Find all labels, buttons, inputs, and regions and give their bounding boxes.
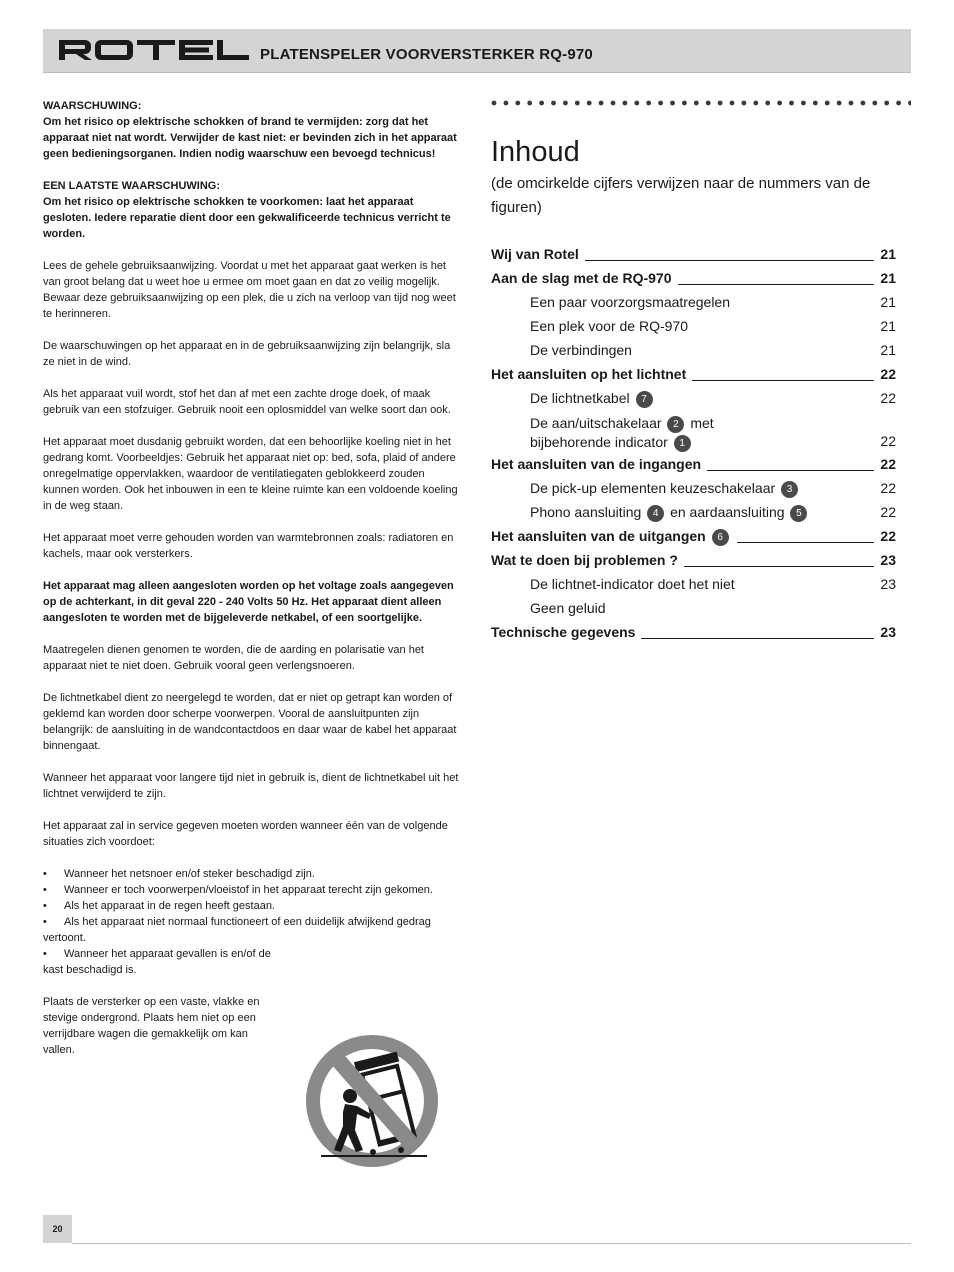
toc-entry-technische-gegevens[interactable]: Technische gegevens 23 xyxy=(491,624,896,640)
divider-dot xyxy=(551,101,556,106)
divider-dot xyxy=(599,101,604,106)
paragraph-7: Maatregelen dienen genomen te worden, die de aarding en polarisatie van het apparaat niet te niet doen. Gebruik vooral geen verlengsnoeren. xyxy=(43,644,424,672)
paragraph-2: De waarschuwingen op het apparaat en in de gebruiksaanwijzing zijn belangrijk, sla ze niet in de wind. xyxy=(43,340,451,368)
divider-dot xyxy=(872,101,877,106)
divider-dot xyxy=(658,101,663,106)
list-item: • Als het apparaat niet normaal functioneert of een duidelijk afwijkend gedrag vertoont. xyxy=(43,916,431,944)
toc-entry-voorzorgsmaatregelen[interactable]: Een paar voorzorgsmaatregelen 21 xyxy=(530,294,896,310)
toc-page: 22 xyxy=(880,480,896,496)
toc-page: 21 xyxy=(880,270,896,286)
toc-page: 22 xyxy=(880,528,896,544)
divider-dot xyxy=(563,101,568,106)
toc-page: 22 xyxy=(880,504,896,520)
paragraph-8: De lichtnetkabel dient zo neergelegd te worden, dat er niet op getrapt kan worden of geklemd kan worden door scherpe voorwerpen. Vooral de aansluitpunten zijn belangrijk: de aansluiting in de wandcontactdoos en daar waar de kabel het apparaat binnengaat. xyxy=(43,692,457,752)
list-item: • Als het apparaat in de regen heeft gestaan. xyxy=(43,900,275,912)
figure-number-badge: 5 xyxy=(790,505,807,522)
bullet-icon: • xyxy=(43,900,47,912)
warning-2 xyxy=(43,178,463,242)
toc-entry-lichtnet[interactable]: Het aansluiten op het lichtnet 22 xyxy=(491,366,896,382)
toc-entry-keuzeschakelaar[interactable]: De pick-up elementen keuzeschakelaar 3 22 xyxy=(530,480,896,496)
figure-number-badge: 4 xyxy=(647,505,664,522)
paragraph-4: Het apparaat moet dusdanig gebruikt worden, dat een behoorlijke koeling niet in het gedrang komt. Voorbeeldjes: Gebruik het apparaat niet op: bed, sofa, plaid of andere onregelmatige oppervlakken, waardoor de ventilatiegaten geblokkeerd zouden kunnen worden. Ook het inbouwen in een te kleine ruimte kan een voldoende koeling in de weg staan. xyxy=(43,436,458,512)
toc-entry-problemen[interactable]: Wat te doen bij problemen ? 23 xyxy=(491,552,896,568)
toc-page: 22 xyxy=(880,366,896,382)
paragraph-11: Plaats de versterker op een vaste, vlakke en stevige ondergrond. Plaats hem niet op een verrijdbare wagen die gemakkelijk om kan vallen. xyxy=(43,996,260,1056)
divider-dot xyxy=(813,101,818,106)
divider-dot xyxy=(575,101,580,106)
paragraph-1: Lees de gehele gebruiksaanwijzing. Voordat u met het apparaat gaat werken is het van groot belang dat u weet hoe u ermee om moet gaan en dat zo veilig mogelijk. Bewaar deze gebruiksaanwijzing op een plek, die u zich na verloop van tijd nog weet te herinneren. xyxy=(43,260,456,320)
page-number: 20 xyxy=(43,1215,72,1243)
divider-dot xyxy=(587,101,592,106)
toc-page: 22 xyxy=(880,433,896,449)
list-item: • Wanneer het apparaat gevallen is en/of de kast beschadigd is. xyxy=(43,948,271,976)
toc-page: 21 xyxy=(880,246,896,262)
cart-tip-over-warning-icon xyxy=(305,1034,439,1168)
divider-dot xyxy=(742,101,747,106)
divider-dot xyxy=(777,101,782,106)
bullet-icon: • xyxy=(43,916,47,928)
header-bar xyxy=(43,29,911,73)
warning-2-title: EEN LAATSTE WAARSCHUWING: xyxy=(43,180,221,192)
toc-page: 22 xyxy=(880,456,896,472)
toc-entry-aan-de-slag[interactable]: Aan de slag met de RQ-970 21 xyxy=(491,270,896,286)
divider-dot xyxy=(694,101,699,106)
toc-entry-plek[interactable]: Een plek voor de RQ-970 21 xyxy=(530,318,896,334)
divider-dot xyxy=(539,101,544,106)
divider-dot xyxy=(789,101,794,106)
divider-dot xyxy=(896,101,901,106)
paragraph-10: Het apparaat zal in service gegeven moeten worden wanneer één van de volgende situaties zich voordoet: xyxy=(43,820,448,848)
header-title: PLATENSPELER VOORVERSTERKER RQ-970 xyxy=(260,46,593,63)
divider-dot xyxy=(908,101,911,106)
toc-entry-phono-aansluiting[interactable]: Phono aansluiting 4 en aardaansluiting 5 22 xyxy=(530,504,896,520)
service-conditions-list xyxy=(43,866,463,978)
table-of-contents xyxy=(491,96,896,648)
bullet-icon: • xyxy=(43,868,47,880)
divider-dot xyxy=(504,101,509,106)
figure-number-badge: 6 xyxy=(712,529,729,546)
footer-rule xyxy=(72,1243,911,1244)
divider-dot xyxy=(718,101,723,106)
toc-entry-lichtnet-indicator[interactable]: De lichtnet-indicator doet het niet 23 xyxy=(530,576,896,592)
divider-dot xyxy=(765,101,770,106)
toc-entry-aan-uitschakelaar[interactable]: De aan/uitschakelaar 2 met bijbehorende indicator 1 22 xyxy=(530,415,896,450)
divider-dot xyxy=(730,101,735,106)
warning-1-text: Om het risico op elektrische schokken of brand te vermijden: zorg dat het apparaat niet nat wordt. Verwijder de kast niet: er bevinden zich in het apparaat geen bedieningsorganen. Indien nodig waarschuw een bevoegd technicus! xyxy=(43,116,457,160)
figure-number-badge: 7 xyxy=(636,391,653,408)
toc-page: 23 xyxy=(880,552,896,568)
toc-list xyxy=(491,246,896,648)
toc-entry-lichtnetkabel[interactable]: De lichtnetkabel 7 22 xyxy=(530,390,896,406)
toc-entry-verbindingen[interactable]: De verbindingen 21 xyxy=(530,342,896,358)
toc-page: 21 xyxy=(880,294,896,310)
divider-dot xyxy=(527,101,532,106)
toc-entry-ingangen[interactable]: Het aansluiten van de ingangen 22 xyxy=(491,456,896,472)
toc-subtitle: (de omcirkelde cijfers verwijzen naar de nummers van de figuren) xyxy=(491,175,871,216)
bullet-icon: • xyxy=(43,884,47,896)
divider-dot xyxy=(801,101,806,106)
paragraph-6: Het apparaat mag alleen aangesloten worden op het voltage zoals aangegeven op de achterkant, in dit geval 220 - 240 Volts 50 Hz. Het apparaat dient alleen aangesloten te worden met de bijgeleverde netkabel, of een soortgelijke. xyxy=(43,580,454,624)
figure-number-badge: 2 xyxy=(667,416,684,433)
toc-page: 23 xyxy=(880,576,896,592)
divider-dot xyxy=(861,101,866,106)
divider-dot xyxy=(670,101,675,106)
divider-dot xyxy=(753,101,758,106)
warning-2-text: Om het risico op elektrische schokken te voorkomen: laat het apparaat gesloten. Iedere reparatie dient door een gekwalificeerde technicus verricht te worden. xyxy=(43,196,451,240)
warning-1-title: WAARSCHUWING: xyxy=(43,100,142,112)
divider-dot xyxy=(634,101,639,106)
figure-number-badge: 3 xyxy=(781,481,798,498)
divider-dot xyxy=(515,101,520,106)
list-item: • Wanneer er toch voorwerpen/vloeistof in het apparaat terecht zijn gekomen. xyxy=(43,884,433,896)
toc-page: 22 xyxy=(880,390,896,406)
divider-dot xyxy=(706,101,711,106)
bullet-icon: • xyxy=(43,948,47,960)
divider-dot xyxy=(611,101,616,106)
divider-dot xyxy=(623,101,628,106)
toc-page: 21 xyxy=(880,318,896,334)
divider-dot xyxy=(884,101,889,106)
toc-title: Inhoud xyxy=(491,136,580,168)
divider-dot xyxy=(492,101,497,106)
paragraph-9: Wanneer het apparaat voor langere tijd niet in gebruik is, dient de lichtnetkabel uit het lichtnet verwijderd te zijn. xyxy=(43,772,459,800)
divider-dot xyxy=(646,101,651,106)
divider-dot xyxy=(825,101,830,106)
paragraph-3: Als het apparaat vuil wordt, stof het dan af met een zachte droge doek, of maak gebruik van een stofzuiger. Gebruik nooit een oplosmiddel van welke soort dan ook. xyxy=(43,388,451,416)
divider-dot xyxy=(849,101,854,106)
safety-instructions xyxy=(43,98,463,1074)
dotted-divider xyxy=(491,97,911,109)
toc-entry-geen-geluid[interactable]: Geen geluid xyxy=(491,600,896,624)
toc-page: 23 xyxy=(880,624,896,640)
warning-1 xyxy=(43,98,463,162)
toc-entry-wij-van-rotel[interactable]: Wij van Rotel 21 xyxy=(491,246,896,262)
divider-dot xyxy=(837,101,842,106)
figure-number-badge: 1 xyxy=(674,435,691,452)
paragraph-5: Het apparaat moet verre gehouden worden van warmtebronnen zoals: radiatoren en kachels, maar ook versterkers. xyxy=(43,532,454,560)
rotel-logo xyxy=(57,38,249,62)
toc-page: 21 xyxy=(880,342,896,358)
divider-dot xyxy=(682,101,687,106)
toc-entry-uitgangen[interactable]: Het aansluiten van de uitgangen 6 22 xyxy=(491,528,896,544)
list-item: • Wanneer het netsnoer en/of steker beschadigd zijn. xyxy=(43,868,315,880)
